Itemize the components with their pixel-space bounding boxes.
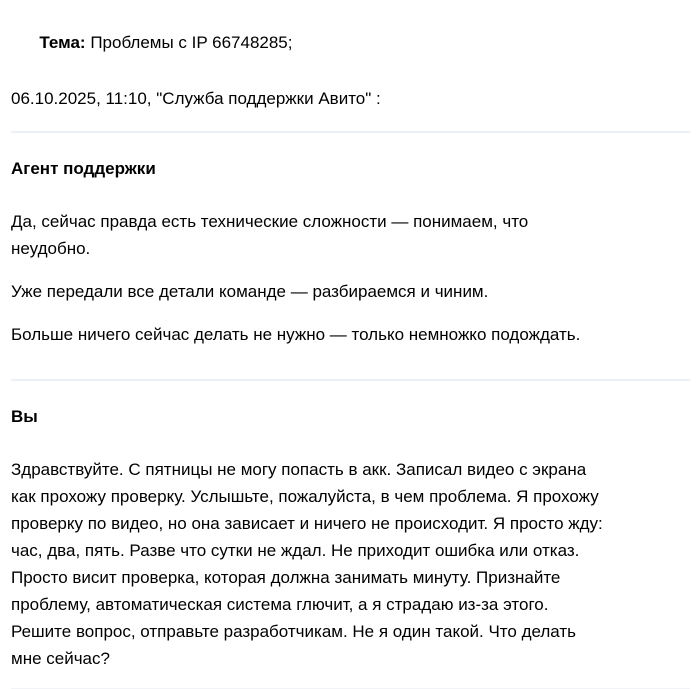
support-paragraph-2 bbox=[11, 278, 690, 305]
support-author: Агент поддержки bbox=[11, 159, 156, 178]
message-line: как прохожу проверку. Услышьте, пожалуйста, в чем проблема. Я прохожу bbox=[11, 487, 599, 506]
support-message-section bbox=[11, 155, 690, 348]
section-divider bbox=[11, 379, 690, 381]
subject-line bbox=[11, 1, 690, 85]
message-line: Да, сейчас правда есть технические сложности — понимаем, что bbox=[11, 212, 529, 231]
message-line: Просто висит проверка, которая должна занимать минуту. Признайте bbox=[11, 568, 561, 587]
header-divider bbox=[11, 131, 690, 133]
subject-label: Тема: bbox=[39, 33, 86, 52]
support-paragraph-1 bbox=[11, 208, 690, 262]
message-line: проблему, автоматическая система глючит, а я страдаю из-за этого. bbox=[11, 595, 549, 614]
support-paragraph-3 bbox=[11, 321, 690, 348]
message-line: час, два, пять. Разве что сутки не ждал. Не приходит ошибка или отказ. bbox=[11, 541, 580, 560]
message-line: неудобно. bbox=[11, 239, 91, 258]
user-message-section bbox=[11, 403, 690, 672]
message-line: Больше ничего сейчас делать не нужно — только немножко подождать. bbox=[11, 325, 581, 344]
subject-text: Проблемы с IP 66748285; bbox=[85, 33, 293, 52]
message-line: мне сейчас? bbox=[11, 649, 110, 668]
message-line: проверку по видео, но она зависает и ничего не происходит. Я просто жду: bbox=[11, 514, 603, 533]
date-line: 06.10.2025, 11:10, "Служба поддержки Авито" : bbox=[11, 89, 381, 108]
user-paragraph bbox=[11, 456, 690, 672]
email-header bbox=[11, 1, 690, 113]
user-author: Вы bbox=[11, 407, 38, 426]
message-line: Решите вопрос, отправьте разработчикам. Не я один такой. Что делать bbox=[11, 622, 577, 641]
message-line: Уже передали все детали команде — разбираемся и чиним. bbox=[11, 282, 489, 301]
message-line: Здравствуйте. С пятницы не могу попасть в акк. Записал видео с экрана bbox=[11, 460, 587, 479]
